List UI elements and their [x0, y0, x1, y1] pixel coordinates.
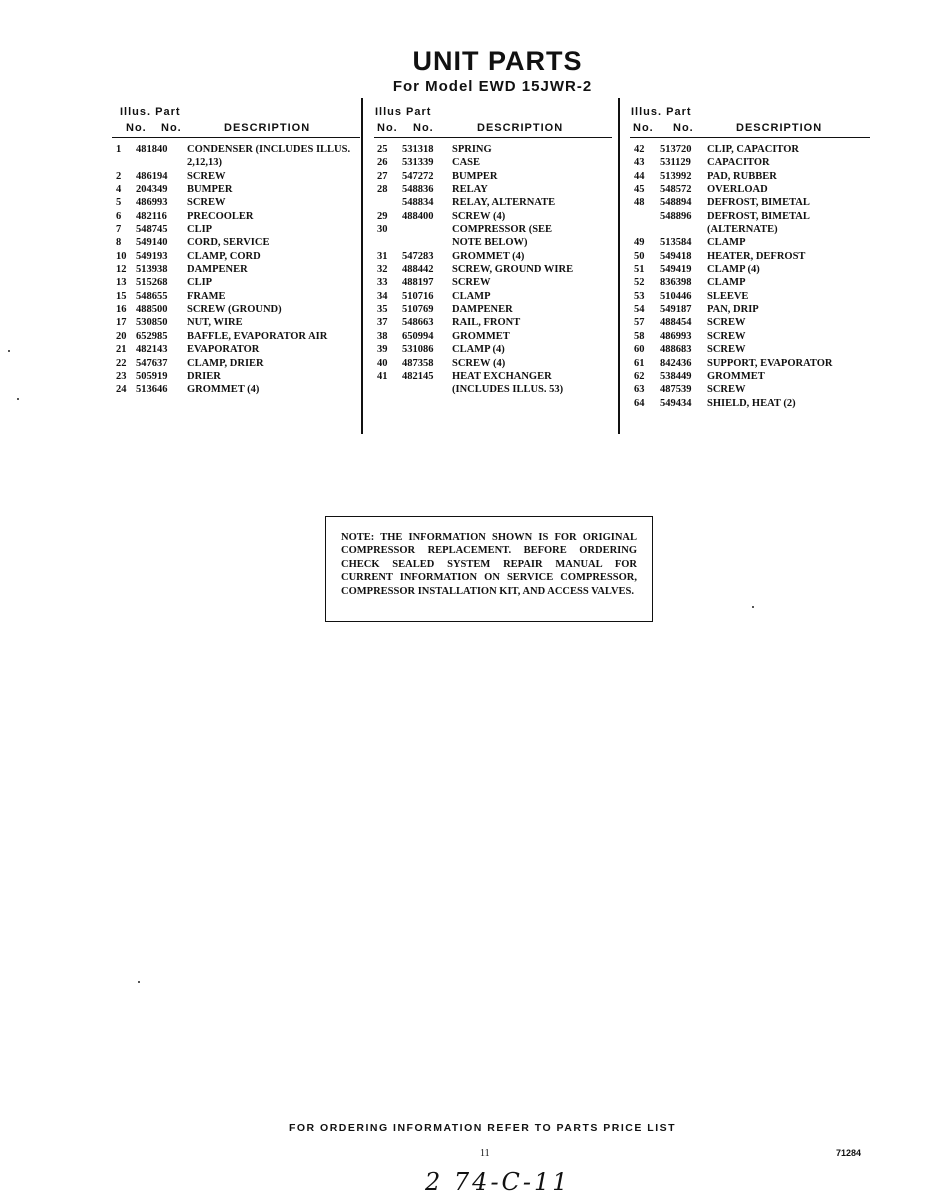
illus-number: 34	[377, 290, 388, 302]
compressor-note-text: NOTE: THE INFORMATION SHOWN IS FOR ORIGINAL COMPRESSOR REPLACEMENT. BEFORE ORDERING CHECK SEALED SYSTEM REPAIR MANUAL FOR CURRENT INFORMATION ON SERVICE COMPRESSOR, COMPRESSOR INSTALLATION KIT, AND ACCESS VALVES.	[341, 532, 637, 597]
illus-number: 42	[634, 144, 645, 155]
part-number: 488400	[402, 210, 434, 222]
part-description: GROMMET (4)	[187, 384, 260, 396]
part-description: SUPPORT, EVAPORATOR	[707, 357, 833, 369]
part-number: 548896	[660, 210, 692, 222]
header-part-no: No.	[673, 122, 694, 134]
part-number: 505919	[136, 370, 168, 382]
part-number: 482145	[402, 370, 434, 382]
ordering-footer: FOR ORDERING INFORMATION REFER TO PARTS PRICE LIST	[288, 1122, 677, 1134]
handwritten-annotation: 2 74-C-11	[425, 1168, 571, 1196]
illus-number: 57	[634, 317, 645, 329]
illus-number: 13	[116, 277, 127, 289]
part-number: 488683	[660, 344, 692, 356]
scan-speck	[138, 981, 140, 983]
part-description: BUMPER	[187, 184, 233, 196]
illus-number: 29	[377, 210, 388, 222]
part-description: CLIP	[187, 277, 213, 289]
part-number: 513938	[136, 264, 168, 276]
illus-number: 8	[116, 237, 122, 249]
part-description: DRIER	[187, 370, 221, 382]
illus-number: 33	[377, 277, 388, 289]
part-description: CONDENSER (INCLUDES ILLUS.	[187, 144, 351, 155]
header-rule	[112, 137, 360, 138]
scan-speck	[8, 350, 10, 352]
header-no: No.	[633, 122, 654, 134]
part-number: 531339	[402, 157, 434, 169]
illus-number: 64	[634, 397, 645, 409]
part-description: CLAMP	[707, 277, 746, 289]
column-divider	[361, 98, 363, 434]
illus-number: 63	[634, 384, 645, 396]
illus-number: 58	[634, 330, 645, 342]
part-number: 481840	[136, 144, 168, 155]
part-number: 531086	[402, 344, 434, 356]
illus-number: 26	[377, 157, 388, 169]
illus-number: 43	[634, 157, 645, 169]
part-description: CLIP	[187, 224, 213, 236]
part-number: 547283	[402, 250, 434, 262]
part-description: RELAY, ALTERNATE	[452, 197, 556, 209]
header-no: No.	[377, 122, 398, 134]
illus-number: 7	[116, 224, 122, 236]
header-part-no: No.	[413, 122, 434, 134]
illus-number: 22	[116, 357, 127, 369]
part-number: 486194	[136, 170, 168, 182]
part-number: 547272	[402, 170, 434, 182]
illus-number: 30	[377, 224, 388, 236]
illus-number: 4	[116, 184, 122, 196]
illus-number: 53	[634, 290, 645, 302]
illus-number: 54	[634, 304, 645, 316]
part-description: OVERLOAD	[707, 184, 768, 196]
part-description: CLAMP	[707, 237, 746, 249]
part-description: DEFROST, BIMETAL	[707, 210, 810, 222]
illus-number: 24	[116, 384, 127, 396]
part-description: SCREW	[707, 317, 746, 329]
part-description: PAD, RUBBER	[707, 170, 777, 182]
part-number: 510446	[660, 290, 692, 302]
part-description: RELAY	[452, 184, 488, 196]
part-number: 547637	[136, 357, 168, 369]
part-description: SCREW	[452, 277, 491, 289]
part-number: 549140	[136, 237, 168, 249]
part-description: CLAMP (4)	[707, 264, 760, 276]
part-number: 548572	[660, 184, 692, 196]
part-number: 548745	[136, 224, 168, 236]
illus-number: 21	[116, 344, 127, 356]
part-number: 548663	[402, 317, 434, 329]
illus-number: 20	[116, 330, 127, 342]
part-description: FRAME	[187, 290, 226, 302]
illus-number: 44	[634, 170, 645, 182]
part-number: 530850	[136, 317, 168, 329]
scan-speck	[17, 398, 19, 400]
part-description: SCREW (GROUND)	[187, 304, 282, 316]
header-illus-part: Illus. Part	[120, 106, 181, 118]
part-description: SCREW	[707, 384, 746, 396]
part-description: BUMPER	[452, 170, 498, 182]
header-illus-part: Illus Part	[375, 106, 432, 118]
part-description: CLAMP, CORD	[187, 250, 261, 262]
header-rule	[374, 137, 612, 138]
part-number: 531318	[402, 144, 434, 155]
part-description: CLAMP, DRIER	[187, 357, 264, 369]
part-description: (INCLUDES ILLUS. 53)	[452, 384, 564, 396]
part-number: 836398	[660, 277, 692, 289]
illus-number: 6	[116, 210, 122, 222]
illus-number: 12	[116, 264, 127, 276]
illus-number: 1	[116, 144, 122, 155]
part-description: NUT, WIRE	[187, 317, 243, 329]
illus-number: 28	[377, 184, 388, 196]
part-number: 486993	[136, 197, 168, 209]
illus-number: 61	[634, 357, 645, 369]
header-rule	[630, 137, 870, 138]
header-illus-part: Illus. Part	[631, 106, 692, 118]
header-description: DESCRIPTION	[224, 122, 311, 134]
part-description: SCREW (4)	[452, 210, 506, 222]
part-description: HEATER, DEFROST	[707, 250, 806, 262]
illus-number: 41	[377, 370, 388, 382]
part-description: SCREW	[707, 330, 746, 342]
illus-number: 40	[377, 357, 388, 369]
part-description: GROMMET (4)	[452, 250, 525, 262]
illus-number: 27	[377, 170, 388, 182]
illus-number: 25	[377, 144, 388, 155]
part-description: HEAT EXCHANGER	[452, 370, 552, 382]
part-number: 513584	[660, 237, 692, 249]
illus-number: 16	[116, 304, 127, 316]
illus-number: 39	[377, 344, 388, 356]
header-no: No.	[126, 122, 147, 134]
illus-number: 62	[634, 370, 645, 382]
part-number: 515268	[136, 277, 168, 289]
part-number: 513720	[660, 144, 692, 155]
part-number: 549193	[136, 250, 168, 262]
part-number: 548834	[402, 197, 434, 209]
part-number: 548894	[660, 197, 692, 209]
illus-number: 49	[634, 237, 645, 249]
part-description: EVAPORATOR	[187, 344, 260, 356]
scan-speck	[752, 606, 754, 608]
part-number: 486993	[660, 330, 692, 342]
document-code: 71284	[836, 1148, 862, 1158]
illus-number: 45	[634, 184, 645, 196]
illus-number: 2	[116, 170, 122, 182]
illus-number: 31	[377, 250, 388, 262]
part-description: GROMMET	[452, 330, 510, 342]
illus-number: 51	[634, 264, 645, 276]
part-description: SCREW (4)	[452, 357, 506, 369]
illus-number: 37	[377, 317, 388, 329]
part-number: 549418	[660, 250, 692, 262]
part-description: CORD, SERVICE	[187, 237, 270, 249]
part-description: PRECOOLER	[187, 210, 254, 222]
part-number: 204349	[136, 184, 168, 196]
part-description: SPRING	[452, 144, 492, 155]
illus-number: 17	[116, 317, 127, 329]
illus-number: 60	[634, 344, 645, 356]
illus-number: 15	[116, 290, 127, 302]
part-description: PAN, DRIP	[707, 304, 759, 316]
illus-number: 32	[377, 264, 388, 276]
part-description: CLAMP	[452, 290, 491, 302]
illus-number: 10	[116, 250, 127, 262]
part-number: 842436	[660, 357, 692, 369]
part-description: CLAMP (4)	[452, 344, 505, 356]
header-description: DESCRIPTION	[477, 122, 564, 134]
illus-number: 50	[634, 250, 645, 262]
part-description: DAMPENER	[452, 304, 513, 316]
compressor-note-box	[325, 516, 653, 622]
part-description: CLIP, CAPACITOR	[707, 144, 799, 155]
part-description: SCREW, GROUND WIRE	[452, 264, 574, 276]
part-number: 488454	[660, 317, 692, 329]
part-number: 510769	[402, 304, 434, 316]
part-description: CASE	[452, 157, 481, 169]
illus-number: 5	[116, 197, 122, 209]
part-number: 488442	[402, 264, 434, 276]
part-description: SLEEVE	[707, 290, 749, 302]
part-number: 548655	[136, 290, 168, 302]
illus-number: 23	[116, 370, 127, 382]
part-description: DEFROST, BIMETAL	[707, 197, 810, 209]
part-number: 487358	[402, 357, 434, 369]
part-number: 548836	[402, 184, 434, 196]
part-description: COMPRESSOR (SEE	[452, 224, 553, 236]
part-description: SCREW	[707, 344, 746, 356]
illus-number: 38	[377, 330, 388, 342]
illus-number: 35	[377, 304, 388, 316]
part-number: 488500	[136, 304, 168, 316]
part-number: 487539	[660, 384, 692, 396]
illus-number: 48	[634, 197, 645, 209]
page-number: 11	[480, 1148, 490, 1159]
part-number: 510716	[402, 290, 434, 302]
part-number: 549419	[660, 264, 692, 276]
header-part-no: No.	[161, 122, 182, 134]
header-description: DESCRIPTION	[736, 122, 823, 134]
part-number: 549434	[660, 397, 692, 409]
part-description: CAPACITOR	[707, 157, 770, 169]
part-number: 482116	[136, 210, 167, 222]
part-number: 482143	[136, 344, 168, 356]
part-description: SCREW	[187, 170, 226, 182]
part-number: 652985	[136, 330, 168, 342]
page-title: UNIT PARTS	[412, 46, 583, 76]
part-number: 650994	[402, 330, 434, 342]
part-description: GROMMET	[707, 370, 765, 382]
part-number: 513646	[136, 384, 168, 396]
part-description: NOTE BELOW)	[452, 237, 528, 249]
illus-number: 52	[634, 277, 645, 289]
part-description: BAFFLE, EVAPORATOR AIR	[187, 330, 328, 342]
column-divider	[618, 98, 620, 434]
part-description: SCREW	[187, 197, 226, 209]
part-description: DAMPENER	[187, 264, 248, 276]
part-number: 538449	[660, 370, 692, 382]
part-number: 513992	[660, 170, 692, 182]
part-description: (ALTERNATE)	[707, 224, 778, 236]
part-number: 531129	[660, 157, 691, 169]
part-number: 549187	[660, 304, 692, 316]
part-description: RAIL, FRONT	[452, 317, 521, 329]
model-subtitle: For Model EWD 15JWR-2	[392, 78, 593, 95]
part-description: SHIELD, HEAT (2)	[707, 397, 796, 409]
part-number: 488197	[402, 277, 434, 289]
part-description: 2,12,13)	[187, 157, 222, 169]
